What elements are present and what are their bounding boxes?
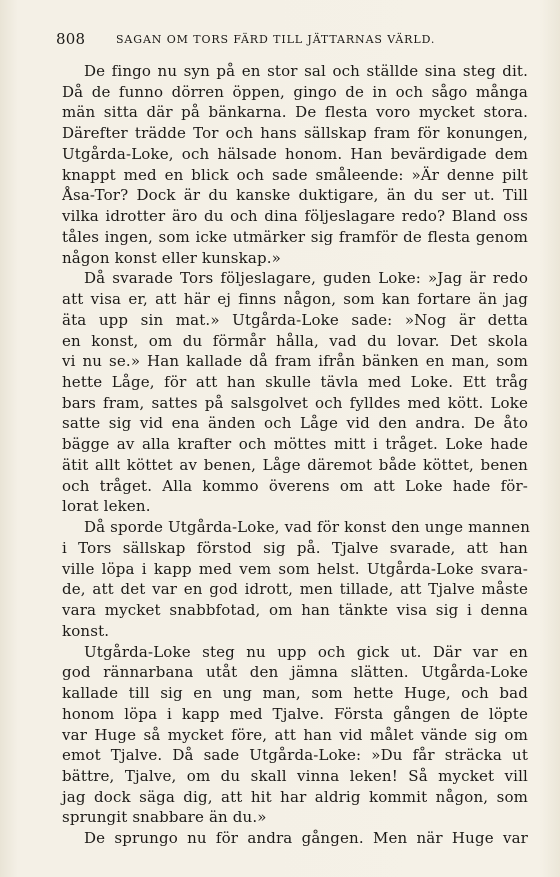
text-line: bars fram, sattes på salsgolvet och fylldes med kött. Loke — [62, 393, 528, 412]
text-line: konst. — [62, 621, 110, 640]
text-line: hette Låge, för att han skulle tävla med Loke. Ett tråg — [62, 373, 528, 392]
text-line: emot Tjalve. Då sade Utgårda-Loke: »Du får sträcka ut — [62, 746, 528, 765]
body-text — [62, 61, 531, 849]
page-number: 808 — [56, 30, 86, 48]
text-line: Då svarade Tors följeslagare, guden Loke: »Jag är redo — [84, 269, 528, 288]
text-line: var Huge så mycket före, att han vid målet vände sig om — [62, 725, 528, 744]
text-line: Utgårda-Loke steg nu upp och gick ut. Där var en — [84, 642, 528, 661]
text-line: vara mycket snabbfotad, om han tänkte visa sig i denna — [62, 601, 528, 620]
text-line: De sprungo nu för andra gången. Men när Huge var — [84, 829, 528, 848]
text-line: ville löpa i kapp med vem som helst. Utgårda-Loke svara- — [62, 559, 528, 578]
text-line: honom löpa i kapp med Tjalve. Första gången de löpte — [62, 704, 528, 723]
text-line: Då de funno dörren öppen, gingo de in och sågo många — [62, 82, 528, 101]
text-line: kallade till sig en ung man, som hette Huge, och bad — [62, 684, 528, 703]
text-line: män sitta där på bänkarna. De flesta voro mycket stora. — [62, 103, 528, 122]
text-line: Därefter trädde Tor och hans sällskap fram för konungen, — [62, 124, 528, 143]
text-line: sprungit snabbare än du.» — [62, 808, 267, 827]
text-line: De fingo nu syn på en stor sal och ställde sina steg dit. — [84, 62, 528, 80]
text-line: vi nu se.» Han kallade då fram ifrån bänken en man, som — [62, 352, 528, 371]
text-line: Åsa-Tor? Dock är du kanske duktigare, än du ser ut. Till — [62, 186, 528, 205]
page-header — [56, 30, 526, 54]
text-line: i Tors sällskap förstod sig på. Tjalve svarade, att han — [62, 538, 528, 557]
running-head: SAGAN OM TORS FÄRD TILL JÄTTARNAS VÄRLD. — [116, 33, 436, 46]
text-line: ätit allt köttet av benen, Låge däremot både köttet, benen — [62, 455, 528, 474]
text-line: lorat leken. — [62, 497, 151, 516]
text-line: Utgårda-Loke, och hälsade honom. Han bevärdigade dem — [62, 144, 528, 163]
text-line: bägge av alla krafter och möttes mitt i tråget. Loke hade — [62, 435, 528, 454]
text-line: satte sig vid ena änden och Låge vid den andra. De åto — [62, 414, 528, 433]
text-line: knappt med en blick och sade småleende: »Är denne pilt — [62, 165, 528, 184]
text-line: jag dock säga dig, att hit har aldrig kommit någon, som — [62, 787, 528, 806]
text-line: vilka idrotter äro du och dina följeslagare redo? Bland oss — [62, 207, 528, 226]
text-line: äta upp sin mat.» Utgårda-Loke sade: »Nog är detta — [62, 310, 528, 329]
text-line: att visa er, att här ej finns någon, som kan fortare än jag — [62, 290, 528, 309]
text-line: Då sporde Utgårda-Loke, vad för konst den unge mannen — [84, 518, 531, 537]
text-line: och tråget. Alla kommo överens om att Loke hade för- — [62, 476, 528, 495]
text-line: de, att det var en god idrott, men tillade, att Tjalve måste — [62, 580, 528, 599]
text-line: god rännarbana utåt den jämna slätten. Utgårda-Loke — [62, 663, 528, 682]
text-line: tåles ingen, som icke utmärker sig framför de flesta genom — [62, 227, 528, 246]
text-line: bättre, Tjalve, om du skall vinna leken! Så mycket vill — [62, 766, 528, 785]
text-line: någon konst eller kunskap.» — [62, 248, 281, 267]
text-line: en konst, om du förmår hålla, vad du lovar. Det skola — [62, 331, 528, 350]
